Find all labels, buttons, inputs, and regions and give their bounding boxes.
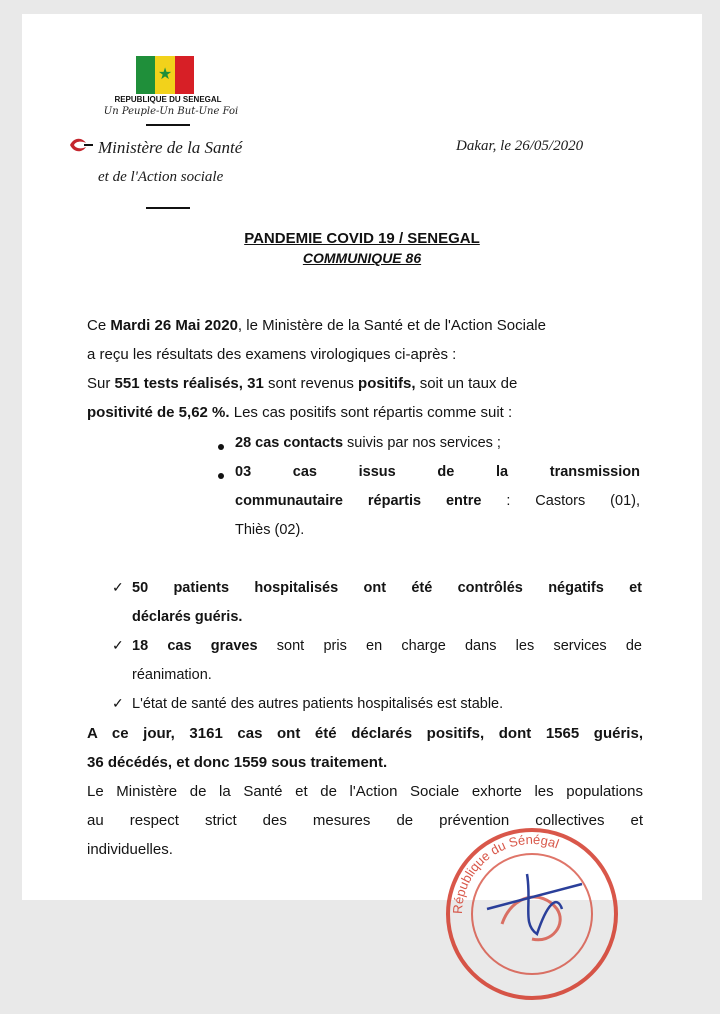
checkmark-icon: ✓ — [112, 579, 124, 595]
document-date: Dakar, le 26/05/2020 — [456, 138, 584, 154]
communique-number: COMMUNIQUE 86 — [302, 250, 422, 266]
check-severe-line2: réanimation. — [132, 667, 212, 683]
intro-line-2: a reçu les résultats des examens virologiques ci-après : — [87, 346, 457, 363]
bullet-community-line1: 03 cas issus de la transmission — [235, 464, 640, 480]
header-divider-1 — [146, 124, 190, 126]
intro-line-1: Ce Mardi 26 Mai 2020, le Ministère de la Santé et de l'Action Sociale — [87, 317, 546, 334]
official-stamp-icon — [432, 814, 632, 1014]
document-page — [22, 14, 702, 915]
checkmark-icon: ✓ — [112, 695, 124, 711]
intro-line-4: positivité de 5,62 %. Les cas positifs sont répartis comme suit : — [87, 404, 513, 421]
senegal-flag-icon — [136, 56, 194, 94]
ministry-name-line2: et de l'Action sociale — [98, 169, 224, 185]
ministry-logo-icon — [68, 135, 94, 155]
republic-name: REPUBLIQUE DU SENEGAL — [114, 95, 222, 104]
check-recovered-line1: 50 patients hospitalisés ont été contrôlés négatifs et — [132, 580, 642, 596]
closing-line-2: au respect strict des mesures de prévention collectives et — [87, 812, 643, 829]
bullet-community-line3: Thiès (02). — [235, 522, 305, 538]
bullet-dot — [218, 444, 224, 450]
check-recovered-line2: déclarés guéris. — [132, 609, 243, 625]
bullet-community-line2: communautaire répartis entre : Castors (01), — [235, 493, 640, 509]
header-divider-2 — [146, 207, 190, 209]
summary-line-1: A ce jour, 3161 cas ont été déclarés positifs, dont 1565 guéris, — [87, 725, 643, 742]
summary-line-2: 36 décédés, et donc 1559 sous traitement. — [87, 754, 388, 771]
document-title: PANDEMIE COVID 19 / SENEGAL — [244, 230, 480, 247]
svg-text:République du Sénégal — [450, 832, 561, 914]
closing-line-3: individuelles. — [87, 841, 173, 858]
checkmark-icon: ✓ — [112, 637, 124, 653]
closing-line-1: Le Ministère de la Santé et de l'Action Sociale exhorte les populations — [87, 783, 643, 800]
check-severe-line1: 18 cas graves sont pris en charge dans les services de — [132, 638, 642, 654]
ministry-name-line1: Ministère de la Santé — [98, 138, 243, 157]
check-stable: L'état de santé des autres patients hospitalisés est stable. — [132, 696, 504, 712]
bullet-contacts: 28 cas contacts suivis par nos services ; — [235, 435, 501, 451]
intro-line-3: Sur 551 tests réalisés, 31 sont revenus positifs, soit un taux de — [87, 375, 518, 392]
national-motto: Un Peuple-Un But-Une Foi — [103, 106, 239, 117]
stamp-text: République du Sénégal — [449, 831, 561, 915]
bullet-dot — [218, 473, 224, 479]
star-icon: ★ — [157, 66, 173, 83]
